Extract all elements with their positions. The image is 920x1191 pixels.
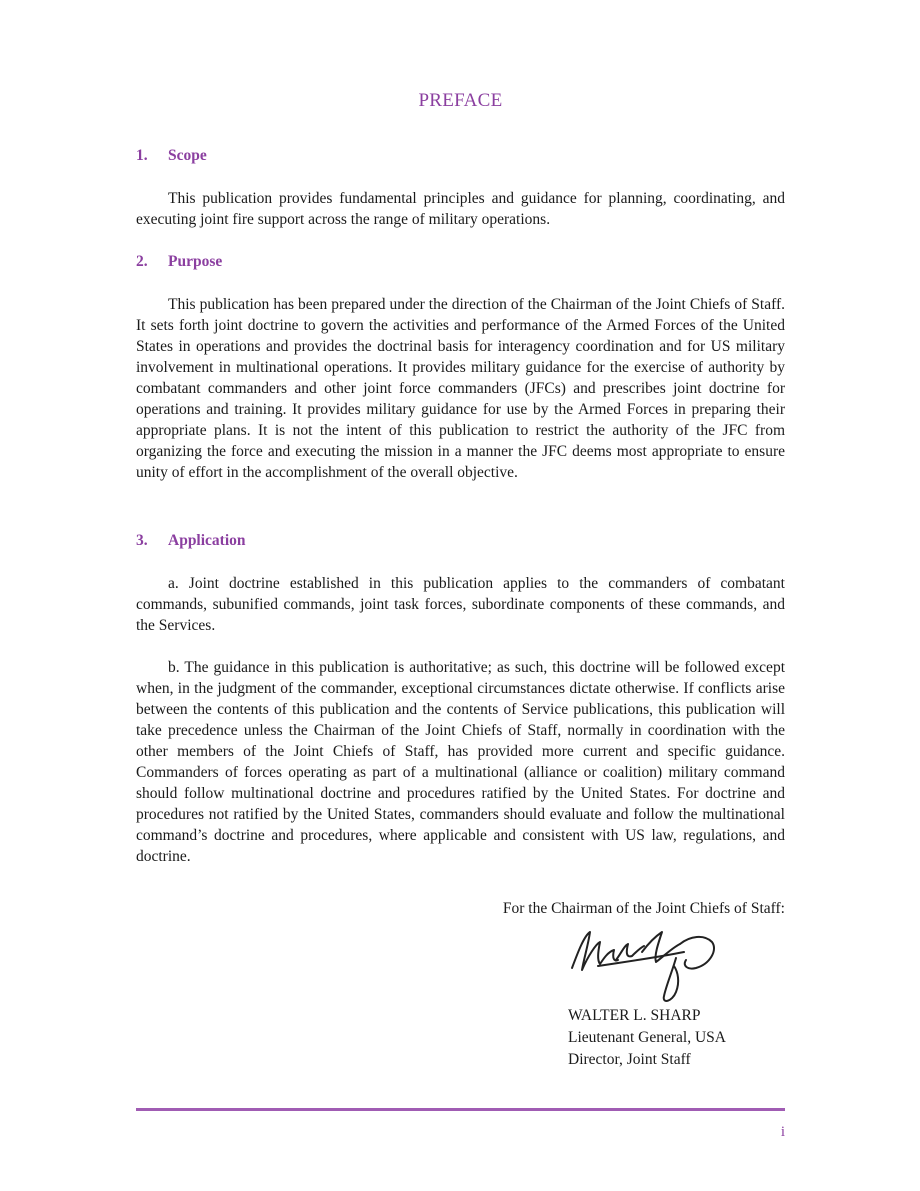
section-heading	[136, 253, 785, 271]
section-heading	[136, 532, 785, 550]
signer-name: WALTER L. SHARP	[568, 1007, 701, 1024]
signature-image	[564, 922, 734, 1006]
section-heading	[136, 147, 785, 165]
section-purpose	[136, 253, 785, 483]
signer-rank: Lieutenant General, USA	[568, 1029, 726, 1046]
paragraph: b. The guidance in this publication is authoritative; as such, this doctrine will be followed except when, in the judgment of the commander, exceptional circumstances dictate otherwise. If conflicts arise between the contents of this publication and the contents of Service publications, this publication will take precedence unless the Chairman of the Joint Chiefs of Staff, normally in coordination with the other members of the Joint Chiefs of Staff, has provided more current and specific guidance. Commanders of forces operating as part of a multinational (alliance or coalition) military command should follow multinational doctrine and procedures ratified by the United States. For doctrine and procedures not ratified by the United States, commanders should evaluate and follow the multinational command’s doctrine and procedures, where applicable and consistent with US law, regulations, and doctrine.	[136, 659, 785, 865]
page-number: i	[780, 1124, 785, 1140]
closing-line: For the Chairman of the Joint Chiefs of Staff:	[502, 900, 785, 917]
section-title: Application	[168, 532, 246, 549]
section-number: 2.	[136, 253, 148, 270]
page-title: PREFACE	[418, 90, 503, 111]
section-scope	[136, 147, 785, 230]
section-application	[136, 532, 785, 867]
section-number: 3.	[136, 532, 148, 549]
paragraph: a. Joint doctrine established in this publication applies to the commanders of combatant commands, subunified commands, joint task forces, subordinate components of these commands, and the Services.	[136, 575, 785, 634]
paragraph: This publication has been prepared under the direction of the Chairman of the Joint Chiefs of Staff. It sets forth joint doctrine to govern the activities and performance of the Armed Forces of the United States in operations and provides the doctrinal basis for interagency coordination and for US military involvement in multinational operations. It provides military guidance for the exercise of authority by combatant commanders and other joint force commanders (JFCs) and prescribes joint doctrine for operations and training. It provides military guidance for use by the Armed Forces in preparing their appropriate plans. It is not the intent of this publication to restrict the authority of the JFC from organizing the force and executing the mission in a manner the JFC deems most appropriate to ensure unity of effort in the accomplishment of the overall objective.	[136, 296, 785, 481]
section-number: 1.	[136, 147, 148, 164]
signature-block	[568, 1005, 726, 1071]
footer-rule	[136, 1108, 785, 1111]
section-title: Scope	[168, 147, 207, 164]
section-title: Purpose	[168, 253, 223, 270]
signer-position: Director, Joint Staff	[568, 1051, 691, 1068]
paragraph: This publication provides fundamental principles and guidance for planning, coordinating, and executing joint fire support across the range of military operations.	[136, 190, 785, 228]
